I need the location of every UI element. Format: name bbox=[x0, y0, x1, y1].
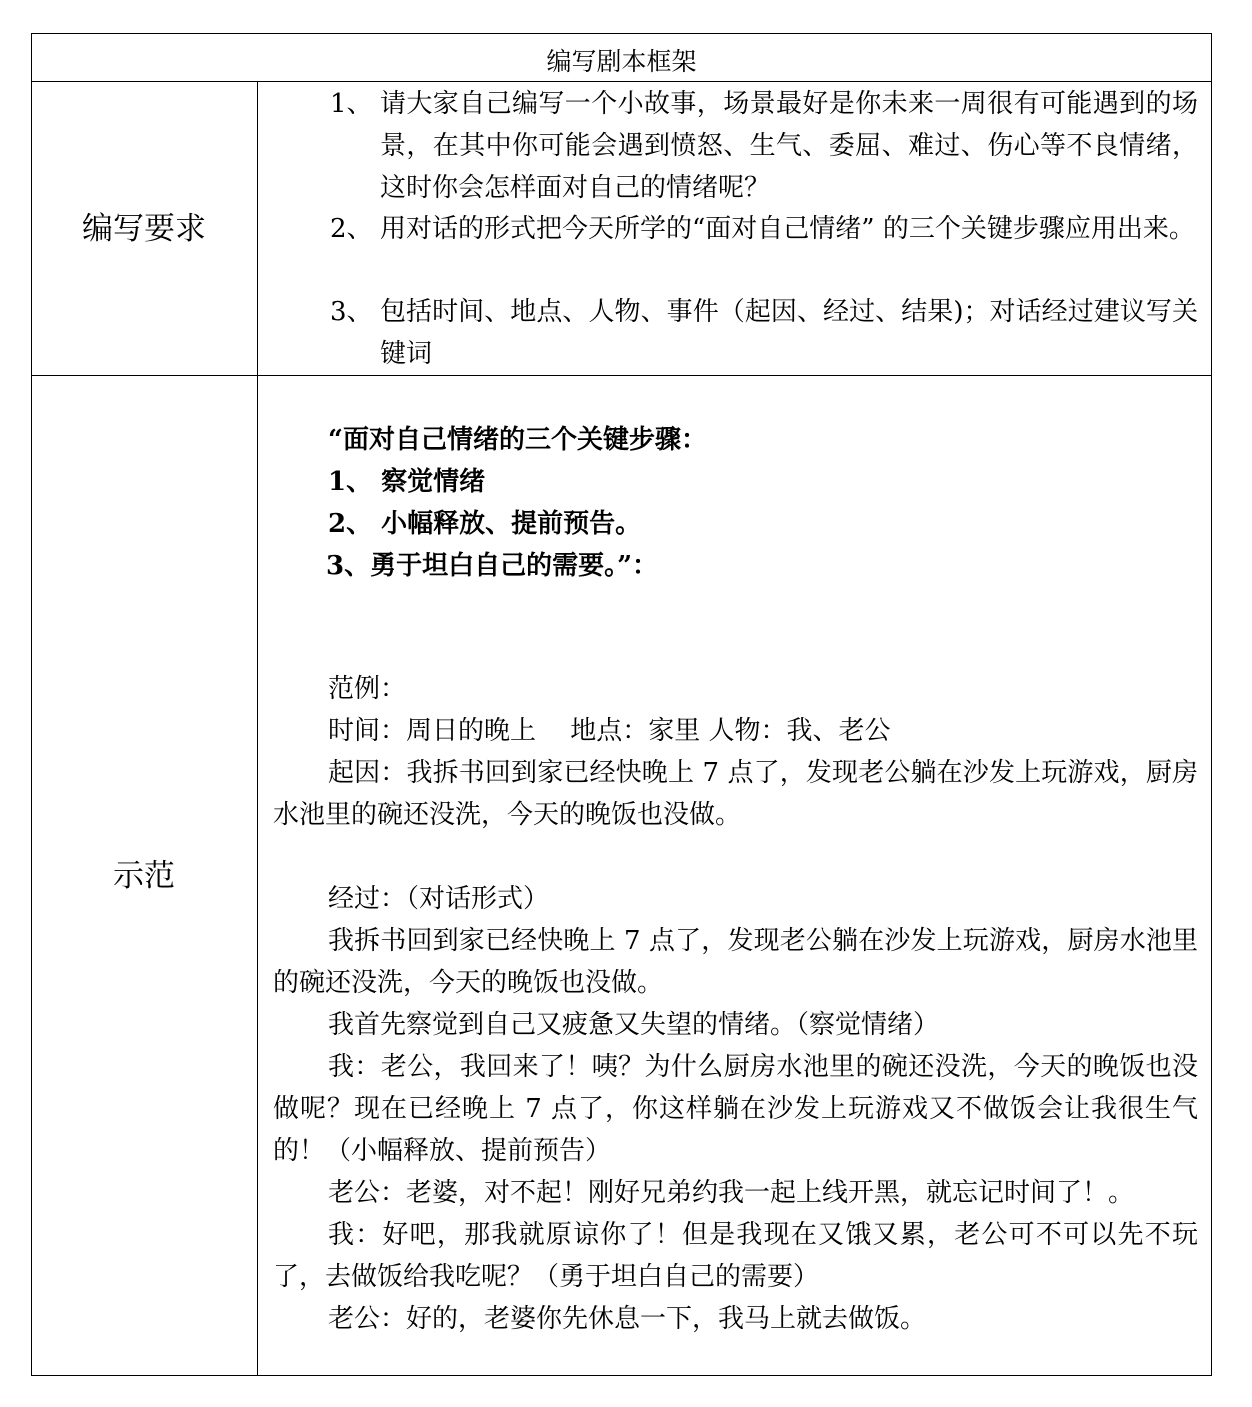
key-step: 3、勇于坦白自己的需要。”： bbox=[326, 551, 659, 581]
demo-label: 示范 bbox=[113, 858, 175, 894]
key-steps-heading: “面对自己情绪的三个关键步骤： bbox=[328, 425, 707, 455]
key-step: 1、 察觉情绪 bbox=[328, 467, 486, 497]
dialogue-line: 老公：老婆，对不起！刚好兄弟约我一起上线开黑，就忘记时间了！。 bbox=[328, 1178, 1135, 1208]
requirement-number: 1、 bbox=[330, 89, 373, 119]
dialogue-line: 我：老公，我回来了！咦？为什么厨房水池里的碗还没洗，今天的晚饭也没做呢？现在已经晚上 7 点了，你这样躺在沙发上玩游戏又不做饭会让我很生气的！（小幅释放、提前预告） bbox=[273, 1052, 1198, 1166]
requirement-text: 包括时间、地点、人物、事件（起因、经过、结果)；对话经过建议写关键词 bbox=[380, 297, 1198, 369]
example-heading: 范例： bbox=[328, 674, 407, 704]
row-divider-requirements bbox=[31, 375, 1212, 376]
requirements-label: 编写要求 bbox=[82, 211, 206, 247]
example-cause: 起因：我拆书回到家已经快晚上 7 点了，发现老公躺在沙发上玩游戏，厨房水池里的碗还没洗，今天的晚饭也没做。 bbox=[273, 758, 1198, 830]
requirement-text: 请大家自己编写一个小故事，场景最好是你未来一周很有可能遇到的场景，在其中你可能会遇到愤怒、生气、委屈、难过、伤心等不良情绪，这时你会怎样面对自己的情绪呢？ bbox=[380, 89, 1198, 203]
key-steps bbox=[328, 419, 1188, 587]
blank-line bbox=[273, 836, 1198, 878]
dialogue-line: 我首先察觉到自己又疲惫又失望的情绪。（察觉情绪） bbox=[328, 1010, 940, 1040]
key-step: 2、 小幅释放、提前预告。 bbox=[328, 509, 642, 539]
requirement-text: 用对话的形式把今天所学的“面对自己情绪” 的三个关键步骤应用出来。 bbox=[380, 214, 1195, 244]
dialogue-line: 我：好吧，那我就原谅你了！但是我现在又饿又累，老公可不可以先不玩了，去做饭给我吃呢？（勇于坦白自己的需要） bbox=[273, 1220, 1198, 1292]
dialogue-line: 我拆书回到家已经快晚上 7 点了，发现老公躺在沙发上玩游戏，厨房水池里的碗还没洗，今天的晚饭也没做。 bbox=[273, 926, 1198, 998]
example-setting: 时间：周日的晚上 地点：家里 人物：我、老公 bbox=[328, 716, 891, 746]
example-process-heading: 经过：（对话形式） bbox=[328, 884, 550, 914]
row-divider-title bbox=[31, 81, 1212, 82]
table-title: 编写剧本框架 bbox=[546, 47, 697, 76]
requirement-number: 3、 bbox=[330, 297, 373, 327]
requirement-item bbox=[330, 83, 1198, 209]
column-divider bbox=[257, 81, 258, 1376]
dialogue-line: 老公：好的，老婆你先休息一下，我马上就去做饭。 bbox=[328, 1304, 927, 1334]
example-script bbox=[273, 668, 1198, 1340]
requirement-item bbox=[330, 291, 1198, 375]
requirement-item bbox=[330, 208, 1198, 250]
requirement-number: 2、 bbox=[330, 214, 373, 244]
